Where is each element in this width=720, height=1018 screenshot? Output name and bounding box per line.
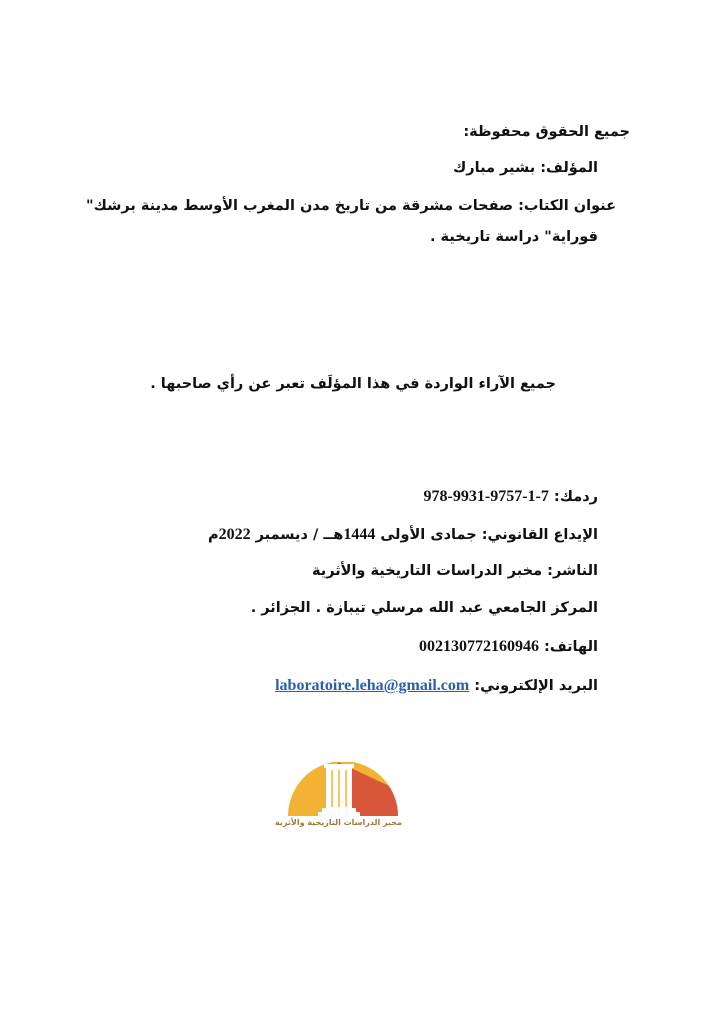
legal-deposit-year-greg: 2022 xyxy=(218,526,251,543)
address-text: المركز الجامعي عبد الله مرسلي تيبازة . الجزائر . xyxy=(250,600,598,616)
logo-caption xyxy=(275,818,402,827)
author-line xyxy=(453,160,598,176)
phone-value: 002130772160946 xyxy=(418,638,539,655)
disclaimer-text: جميع الآراء الواردة في هذا المؤلَف تعبر عن رأي صاحبها . xyxy=(150,376,556,392)
author-label: المؤلف: xyxy=(540,160,598,176)
book-title-line1 xyxy=(86,198,616,214)
legal-deposit-text2: هــ / ديسمبر xyxy=(255,527,344,543)
isbn-value: 978-9931-9757-1-7 xyxy=(423,488,549,505)
isbn-line xyxy=(424,488,598,506)
email-line xyxy=(275,677,598,695)
logo-text: LEHA xyxy=(329,739,355,748)
legal-deposit-label: الإيداع القانوني: xyxy=(481,527,598,543)
book-title-part2: قوراية" دراسة تاريخية . xyxy=(429,229,598,245)
disclaimer-line xyxy=(150,376,556,392)
legal-deposit-text1: جمادى الأولى xyxy=(380,527,477,543)
leha-logo xyxy=(284,722,402,818)
isbn-label: ردمك: xyxy=(553,489,598,505)
book-title-line2 xyxy=(430,229,598,245)
email-label: البريد الإلكتروني: xyxy=(474,678,598,694)
logo-caption-text: مخبر الدراسات التاريخية والأثرية xyxy=(275,818,402,827)
publisher-label: الناشر: xyxy=(547,563,598,579)
author-value: بشير مبارك xyxy=(453,160,536,176)
address-line xyxy=(251,600,598,616)
phone-line xyxy=(419,638,598,656)
book-title-label: عنوان الكتاب: xyxy=(518,198,616,214)
book-title-part1: صفحات مشرقة من تاريخ مدن المغرب الأوسط مدينة برشك" xyxy=(86,198,514,214)
legal-deposit-line xyxy=(208,526,598,544)
rights-line xyxy=(463,124,630,140)
publisher-line xyxy=(312,563,598,579)
legal-deposit-year-hijri: 1444 xyxy=(343,526,376,543)
phone-label: الهاتف: xyxy=(544,639,598,655)
publisher-value: مخبر الدراسات التاريخية والأثرية xyxy=(311,563,543,579)
legal-deposit-suffix: م xyxy=(207,527,219,543)
email-link[interactable]: laboratoire.leha@gmail.com xyxy=(275,677,470,694)
rights-text: جميع الحقوق محفوظة: xyxy=(463,124,630,140)
